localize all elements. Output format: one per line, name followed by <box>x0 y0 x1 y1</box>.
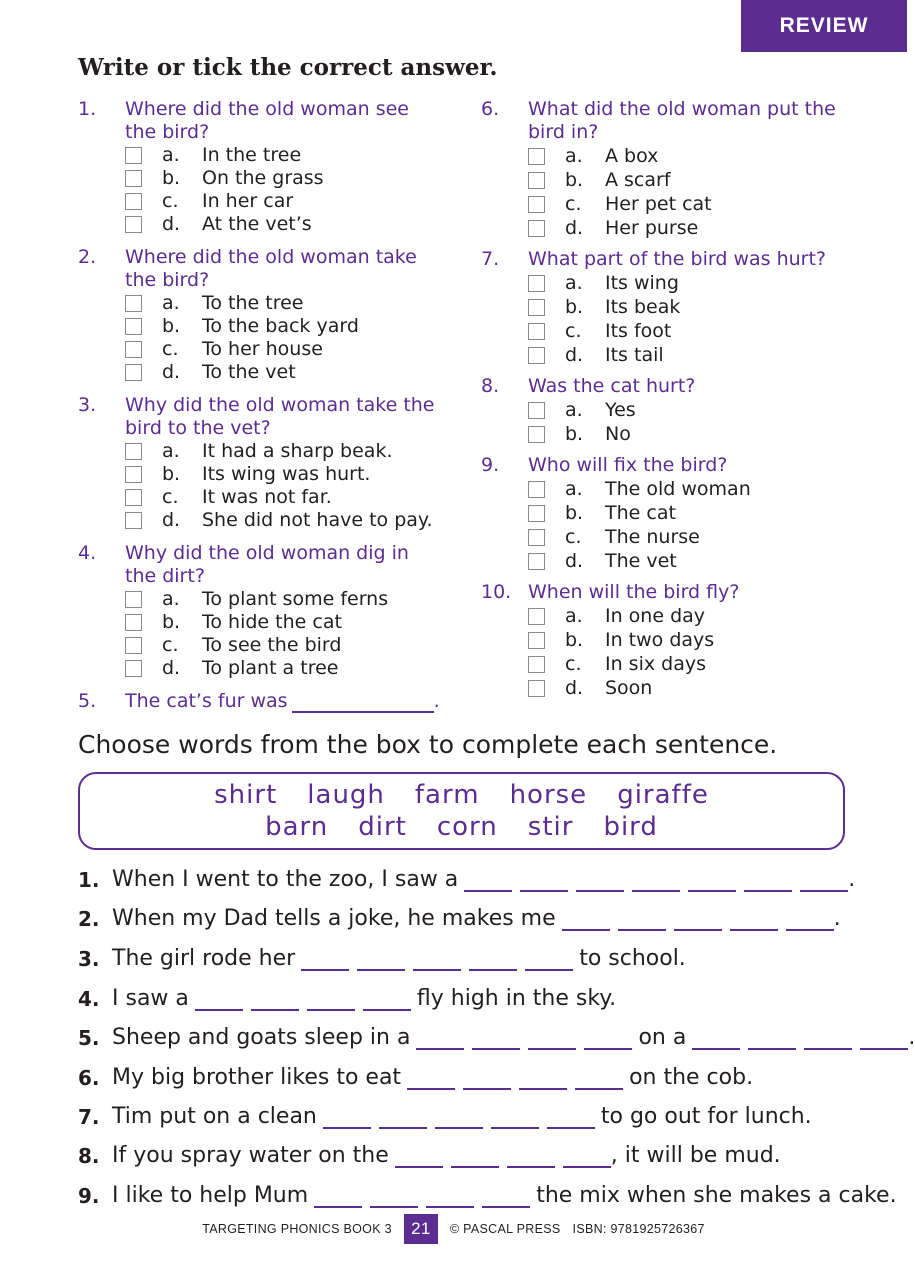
answer-option <box>125 167 458 190</box>
option-letter: b. <box>565 168 584 191</box>
tick-checkbox[interactable] <box>125 443 142 460</box>
question-5 <box>78 690 458 713</box>
sentence-text-before: I saw a <box>112 986 189 1011</box>
option-letter: d. <box>565 676 584 699</box>
letter-blank[interactable] <box>464 872 512 892</box>
sentence-text-before: When my Dad tells a joke, he makes me <box>112 906 556 931</box>
option-text: To plant some ferns <box>202 588 389 610</box>
answer-blanks <box>301 951 573 971</box>
answer-blanks <box>464 872 848 892</box>
tick-checkbox[interactable] <box>528 656 545 673</box>
answer-option <box>528 216 861 240</box>
question-text: Where did the old woman see the bird? <box>125 98 409 143</box>
answer-option <box>528 652 861 676</box>
letter-blank[interactable] <box>357 951 405 971</box>
option-text: In one day <box>605 604 706 627</box>
tick-checkbox[interactable] <box>528 220 545 237</box>
answer-option <box>125 338 458 361</box>
word-choice: shirt <box>214 780 278 810</box>
sentence-text-after: . <box>908 1025 915 1050</box>
option-letter: b. <box>162 611 181 633</box>
option-letter: b. <box>162 315 181 337</box>
letter-blank[interactable] <box>469 951 517 971</box>
word-choice: horse <box>509 780 588 810</box>
question-number: 7. <box>481 248 500 270</box>
sentence-text-before: When I went to the zoo, I saw a <box>112 867 459 892</box>
sentence-text-middle: on a <box>638 1025 687 1050</box>
option-text: A scarf <box>605 168 671 191</box>
sentence-5 <box>78 1020 915 1050</box>
answer-option <box>528 192 861 216</box>
sentence-1 <box>78 862 855 892</box>
option-letter: b. <box>565 295 584 318</box>
option-letter: b. <box>565 501 584 524</box>
option-letter: a. <box>162 292 180 314</box>
option-letter: d. <box>162 657 181 679</box>
option-letter: c. <box>162 486 179 508</box>
option-text: Its beak <box>605 295 681 318</box>
option-letter: b. <box>162 463 181 485</box>
word-choice: corn <box>436 812 498 842</box>
sentence-text-after: . <box>848 867 856 892</box>
option-text: No <box>605 422 631 445</box>
question-7 <box>481 248 861 367</box>
letter-blank[interactable] <box>584 1030 632 1050</box>
answer-option <box>528 398 861 422</box>
question-number: 2. <box>78 246 97 268</box>
letter-blank[interactable] <box>562 911 610 931</box>
question-number: 8. <box>481 375 500 397</box>
option-letter: d. <box>565 216 584 239</box>
question-10 <box>481 581 861 700</box>
tick-checkbox[interactable] <box>528 505 545 522</box>
letter-blank[interactable] <box>528 1030 576 1050</box>
option-letter: c. <box>162 634 179 656</box>
letter-blank[interactable] <box>576 872 624 892</box>
option-text: She did not have to pay. <box>202 509 433 531</box>
letter-blank[interactable] <box>800 872 848 892</box>
letter-blank[interactable] <box>195 991 243 1011</box>
option-text: Its wing was hurt. <box>202 463 371 485</box>
sentence-number: 4. <box>78 987 100 1011</box>
option-text: To her house <box>202 338 323 360</box>
answer-option <box>125 486 458 509</box>
section-heading-questions: Write or tick the correct answer. <box>78 54 498 81</box>
question-6 <box>481 98 861 240</box>
tick-checkbox[interactable] <box>125 512 142 529</box>
option-text: Her pet cat <box>605 192 712 215</box>
option-letter: c. <box>565 652 582 675</box>
letter-blank[interactable] <box>507 1148 555 1168</box>
letter-blank[interactable] <box>744 872 792 892</box>
question-2 <box>78 246 458 384</box>
option-text: Its tail <box>605 343 664 366</box>
tick-checkbox[interactable] <box>125 147 142 164</box>
tick-checkbox[interactable] <box>528 347 545 364</box>
option-text: In two days <box>605 628 715 651</box>
option-text: In six days <box>605 652 706 675</box>
letter-blank[interactable] <box>379 1109 427 1129</box>
answer-option <box>528 295 861 319</box>
answer-blanks <box>407 1070 623 1090</box>
tick-checkbox[interactable] <box>125 318 142 335</box>
letter-blank[interactable] <box>804 1030 852 1050</box>
option-text: To plant a tree <box>202 657 339 679</box>
option-letter: b. <box>565 422 584 445</box>
sentence-text-before: If you spray water on the <box>112 1143 389 1168</box>
letter-blank[interactable] <box>416 1030 464 1050</box>
sentence-4 <box>78 981 616 1011</box>
word-choice: laugh <box>307 780 385 810</box>
questions-right-column <box>481 98 861 700</box>
sentence-number: 7. <box>78 1105 100 1129</box>
page-number: 21 <box>404 1214 438 1244</box>
letter-blank[interactable] <box>363 991 411 1011</box>
sentence-text-after: to go out for lunch. <box>600 1104 812 1129</box>
tick-checkbox[interactable] <box>125 170 142 187</box>
question-5-text: The cat’s fur was <box>125 690 288 712</box>
option-text: The nurse <box>605 525 700 548</box>
word-box-row-2 <box>265 811 658 843</box>
tick-checkbox[interactable] <box>125 216 142 233</box>
option-letter: c. <box>565 192 582 215</box>
letter-blank[interactable] <box>860 1030 908 1050</box>
option-text: In her car <box>202 190 294 212</box>
word-box-row-1 <box>214 779 709 811</box>
option-text: It had a sharp beak. <box>202 440 393 462</box>
answer-option <box>528 144 861 168</box>
answer-option <box>125 144 458 167</box>
option-letter: a. <box>162 144 180 166</box>
page-footer <box>0 1213 907 1245</box>
answer-option <box>125 463 458 486</box>
answer-option <box>125 361 458 384</box>
tick-checkbox[interactable] <box>528 632 545 649</box>
option-letter: c. <box>565 319 582 342</box>
sentence-number: 2. <box>78 907 100 931</box>
tick-checkbox[interactable] <box>528 402 545 419</box>
sentence-text-before: My big brother likes to eat <box>112 1065 402 1090</box>
sentence-text-before: The girl rode her <box>112 946 296 971</box>
question-text: When will the bird fly? <box>528 581 740 603</box>
answer-line[interactable] <box>292 695 434 713</box>
option-letter: a. <box>565 398 583 421</box>
option-text: The cat <box>605 501 676 524</box>
tick-checkbox[interactable] <box>125 489 142 506</box>
tick-checkbox[interactable] <box>528 553 545 570</box>
answer-option <box>125 440 458 463</box>
option-text: In the tree <box>202 144 302 166</box>
letter-blank[interactable] <box>413 951 461 971</box>
answer-option <box>528 525 861 549</box>
answer-option <box>528 168 861 192</box>
tick-checkbox[interactable] <box>528 148 545 165</box>
question-text: Who will fix the bird? <box>528 454 728 476</box>
word-choice: giraffe <box>617 780 709 810</box>
option-letter: b. <box>162 167 181 189</box>
sentence-2 <box>78 901 841 931</box>
letter-blank[interactable] <box>251 991 299 1011</box>
answer-blanks <box>562 911 834 931</box>
answer-blanks <box>195 991 411 1011</box>
option-letter: a. <box>162 588 180 610</box>
option-text: Its wing <box>605 271 679 294</box>
tick-checkbox[interactable] <box>528 196 545 213</box>
letter-blank[interactable] <box>563 1148 611 1168</box>
question-number: 5. <box>78 690 97 712</box>
word-box <box>78 772 845 850</box>
word-choice: bird <box>603 812 658 842</box>
section-heading-sentences: Choose words from the box to complete each sentence. <box>78 730 778 759</box>
letter-blank[interactable] <box>395 1148 443 1168</box>
answer-option <box>125 315 458 338</box>
question-1 <box>78 98 458 236</box>
tick-checkbox[interactable] <box>528 299 545 316</box>
letter-blank[interactable] <box>632 872 680 892</box>
option-text: The vet <box>605 549 677 572</box>
word-choice: barn <box>265 812 329 842</box>
letter-blank[interactable] <box>520 872 568 892</box>
review-tab: REVIEW <box>741 0 907 52</box>
footer-isbn: ISBN: 9781925726367 <box>572 1222 705 1236</box>
tick-checkbox[interactable] <box>528 481 545 498</box>
option-letter: a. <box>162 440 180 462</box>
sentence-number: 3. <box>78 947 100 971</box>
option-letter: d. <box>162 213 181 235</box>
answer-option <box>528 343 861 367</box>
option-text: Her purse <box>605 216 699 239</box>
footer-book-title: TARGETING PHONICS BOOK 3 <box>202 1222 392 1236</box>
tick-checkbox[interactable] <box>528 426 545 443</box>
question-text: What part of the bird was hurt? <box>528 248 827 270</box>
answer-option <box>125 657 458 680</box>
letter-blank[interactable] <box>575 1070 623 1090</box>
tick-checkbox[interactable] <box>125 341 142 358</box>
tick-checkbox[interactable] <box>125 466 142 483</box>
footer-publisher: © PASCAL PRESS <box>449 1222 561 1236</box>
letter-blank[interactable] <box>314 1188 362 1208</box>
sentence-text-before: I like to help Mum <box>112 1183 309 1208</box>
question-number: 4. <box>78 542 97 564</box>
letter-blank[interactable] <box>407 1070 455 1090</box>
word-choice: dirt <box>358 812 407 842</box>
option-text: A box <box>605 144 659 167</box>
answer-blanks <box>314 1188 530 1208</box>
tick-checkbox[interactable] <box>528 275 545 292</box>
option-text: To the tree <box>202 292 304 314</box>
tick-checkbox[interactable] <box>125 637 142 654</box>
answer-option <box>125 588 458 611</box>
letter-blank[interactable] <box>618 911 666 931</box>
option-text: On the grass <box>202 167 324 189</box>
question-text: Why did the old woman take the bird to the vet? <box>125 394 435 439</box>
option-letter: a. <box>565 477 583 500</box>
question-number: 10. <box>481 581 512 603</box>
option-text: Its foot <box>605 319 672 342</box>
answer-option <box>125 509 458 532</box>
answer-blanks <box>692 1030 908 1050</box>
option-letter: c. <box>162 338 179 360</box>
letter-blank[interactable] <box>692 1030 740 1050</box>
option-letter: a. <box>565 144 583 167</box>
letter-blank[interactable] <box>307 991 355 1011</box>
letter-blank[interactable] <box>748 1030 796 1050</box>
answer-option <box>528 271 861 295</box>
question-4 <box>78 542 458 680</box>
tick-checkbox[interactable] <box>528 172 545 189</box>
sentence-text-after: the mix when she makes a cake. <box>536 1183 897 1208</box>
answer-blanks <box>323 1109 595 1129</box>
tick-checkbox[interactable] <box>528 323 545 340</box>
answer-option <box>125 611 458 634</box>
letter-blank[interactable] <box>482 1188 530 1208</box>
option-text: Soon <box>605 676 653 699</box>
option-text: At the vet’s <box>202 213 312 235</box>
letter-blank[interactable] <box>323 1109 371 1129</box>
sentence-number: 9. <box>78 1184 100 1208</box>
sentence-text-after: , it will be mud. <box>610 1143 781 1168</box>
question-9 <box>481 454 861 573</box>
question-text <box>125 690 445 713</box>
answer-option <box>528 319 861 343</box>
question-number: 3. <box>78 394 97 416</box>
letter-blank[interactable] <box>370 1188 418 1208</box>
answer-option <box>528 628 861 652</box>
question-text: Was the cat hurt? <box>528 375 696 397</box>
sentence-9 <box>78 1178 897 1208</box>
tick-checkbox[interactable] <box>528 608 545 625</box>
sentence-number: 1. <box>78 868 100 892</box>
option-text: To hide the cat <box>202 611 342 633</box>
tick-checkbox[interactable] <box>125 295 142 312</box>
answer-option <box>528 676 861 700</box>
option-text: To see the bird <box>202 634 342 656</box>
sentence-text-before: Sheep and goats sleep in a <box>112 1025 411 1050</box>
sentence-7 <box>78 1099 812 1129</box>
letter-blank[interactable] <box>491 1109 539 1129</box>
sentence-number: 6. <box>78 1066 100 1090</box>
letter-blank[interactable] <box>786 911 834 931</box>
answer-option <box>528 501 861 525</box>
letter-blank[interactable] <box>547 1109 595 1129</box>
question-text: Where did the old woman take the bird? <box>125 246 417 291</box>
letter-blank[interactable] <box>472 1030 520 1050</box>
option-text: To the vet <box>202 361 296 383</box>
sentence-text-after: fly high in the sky. <box>416 986 617 1011</box>
answer-option <box>125 213 458 236</box>
tick-checkbox[interactable] <box>125 364 142 381</box>
letter-blank[interactable] <box>451 1148 499 1168</box>
question-text: What did the old woman put the bird in? <box>528 98 836 143</box>
option-text: It was not far. <box>202 486 332 508</box>
tick-checkbox[interactable] <box>528 529 545 546</box>
letter-blank[interactable] <box>426 1188 474 1208</box>
answer-option <box>125 634 458 657</box>
question-text: Why did the old woman dig in the dirt? <box>125 542 409 587</box>
sentence-number: 8. <box>78 1144 100 1168</box>
question-number: 9. <box>481 454 500 476</box>
tick-checkbox[interactable] <box>125 591 142 608</box>
answer-blanks <box>395 1148 611 1168</box>
option-letter: d. <box>565 343 584 366</box>
letter-blank[interactable] <box>301 951 349 971</box>
letter-blank[interactable] <box>525 951 573 971</box>
question-number: 1. <box>78 98 97 120</box>
answer-option <box>528 422 861 446</box>
sentence-text-before: Tim put on a clean <box>112 1104 317 1129</box>
sentence-text-after: to school. <box>579 946 686 971</box>
answer-blanks <box>416 1030 632 1050</box>
sentence-8 <box>78 1138 781 1168</box>
question-5-end: . <box>433 690 440 712</box>
sentence-text-after: . <box>833 906 841 931</box>
option-letter: b. <box>565 628 584 651</box>
question-number: 6. <box>481 98 500 120</box>
answer-option <box>528 477 861 501</box>
sentence-3 <box>78 941 686 971</box>
sentence-6 <box>78 1060 753 1090</box>
option-letter: a. <box>565 271 583 294</box>
sentence-number: 5. <box>78 1026 100 1050</box>
option-letter: d. <box>162 509 181 531</box>
tick-checkbox[interactable] <box>125 660 142 677</box>
option-letter: c. <box>565 525 582 548</box>
letter-blank[interactable] <box>674 911 722 931</box>
option-text: The old woman <box>605 477 751 500</box>
answer-option <box>125 292 458 315</box>
word-choice: farm <box>414 780 480 810</box>
option-text: To the back yard <box>202 315 359 337</box>
letter-blank[interactable] <box>435 1109 483 1129</box>
option-letter: d. <box>162 361 181 383</box>
letter-blank[interactable] <box>463 1070 511 1090</box>
option-letter: a. <box>565 604 583 627</box>
tick-checkbox[interactable] <box>125 193 142 210</box>
answer-option <box>528 549 861 573</box>
option-text: Yes <box>605 398 636 421</box>
tick-checkbox[interactable] <box>125 614 142 631</box>
word-choice: stir <box>527 812 574 842</box>
option-letter: c. <box>162 190 179 212</box>
letter-blank[interactable] <box>730 911 778 931</box>
question-3 <box>78 394 458 532</box>
letter-blank[interactable] <box>519 1070 567 1090</box>
sentence-text-after: on the cob. <box>629 1065 754 1090</box>
option-letter: d. <box>565 549 584 572</box>
letter-blank[interactable] <box>688 872 736 892</box>
tick-checkbox[interactable] <box>528 680 545 697</box>
question-8 <box>481 375 861 446</box>
answer-option <box>528 604 861 628</box>
answer-option <box>125 190 458 213</box>
questions-left-column <box>78 98 458 713</box>
